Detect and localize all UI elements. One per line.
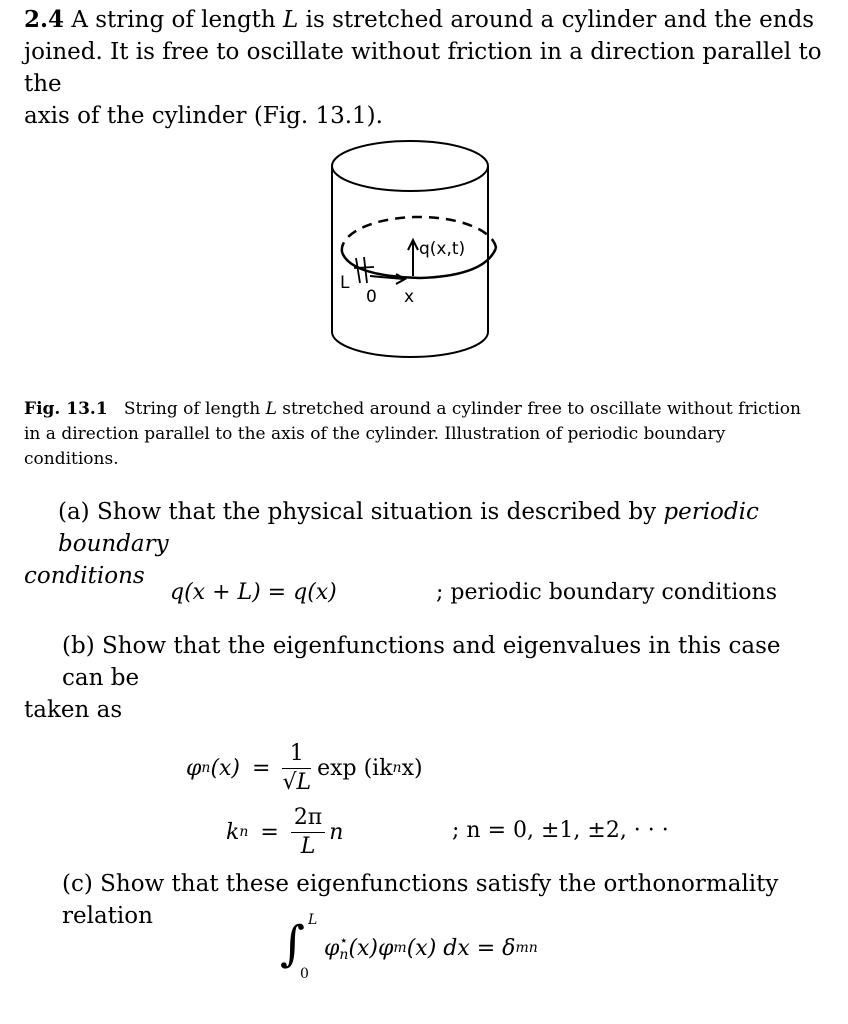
integrand-mid: (x)φ — [348, 935, 394, 961]
frac1-den: √L — [282, 769, 312, 795]
joint-mark — [356, 258, 360, 283]
problem-line-3: axis of the cylinder (Fig. 13.1). — [24, 103, 383, 129]
part-a-line-1 — [24, 496, 824, 560]
periodic-bc-equation — [170, 580, 337, 605]
exp-part: exp (ik — [317, 755, 393, 781]
part-a-intro: (a) Show that the physical situation is described by — [58, 499, 664, 525]
conj-star — [339, 934, 348, 962]
fraction-2pi-over-L — [291, 804, 325, 861]
integral-lower: 0 — [300, 966, 309, 982]
cylinder-figure — [320, 130, 510, 370]
caption-line-2: in a direction parallel to the axis of the cylinder. Illustration of periodic boundary — [24, 424, 726, 444]
sub-m: m — [393, 940, 407, 956]
term-periodic-boundary: periodic boundary — [58, 499, 759, 557]
problem-text: A string of length — [64, 7, 284, 33]
periodic-bc-note: ; periodic boundary conditions — [436, 580, 777, 605]
exp-end: x) — [401, 755, 423, 781]
k-rhs: n — [329, 819, 344, 845]
phi-equation — [186, 736, 423, 800]
part-b-line-2: taken as — [24, 697, 123, 723]
frac1-num: 1 — [282, 740, 311, 769]
caption-line-1 — [24, 397, 824, 422]
integral-sign: ∫ — [280, 916, 306, 972]
part-c-text: (c) Show that these eigenfunctions satisfy the orthonormality relation — [62, 871, 779, 929]
phi-arg: (x) — [210, 755, 241, 781]
fraction-1-over-sqrtL — [282, 740, 311, 797]
integral-upper: L — [308, 912, 318, 928]
sub-n: n — [339, 947, 349, 963]
label-x: x — [404, 287, 415, 307]
star: ⋆ — [339, 933, 349, 949]
integrand-end: (x) dx = δ — [406, 935, 516, 961]
k-equation — [226, 800, 343, 864]
equation-lhs: q(x + L) = q(x) — [170, 580, 337, 605]
var-L: L — [265, 399, 277, 419]
caption-line-3: conditions. — [24, 449, 119, 469]
problem-number: 2.4 — [24, 6, 65, 33]
integrand-phi: φ — [324, 935, 340, 961]
caption-text: stretched around a cylinder free to oscillate without friction — [276, 399, 801, 419]
frac2-num: 2π — [291, 804, 325, 833]
eq-sign: = — [252, 755, 271, 781]
n-range: ; n = 0, ±1, ±2, · · · — [452, 818, 669, 843]
problem-line-2: joined. It is free to oscillate without friction in a direction parallel to the — [24, 39, 822, 97]
tick-mark — [354, 267, 374, 268]
part-b-line-1: (b) Show that the eigenfunctions and eigenvalues in this case can be — [62, 633, 781, 691]
exp-sub: n — [392, 760, 402, 776]
cylinder-top — [332, 141, 488, 191]
k-sub: n — [239, 824, 249, 840]
problem-statement — [24, 4, 824, 132]
caption-text: String of length — [123, 399, 266, 419]
var-L: L — [283, 7, 299, 33]
frac2-den: L — [300, 833, 316, 859]
phi-sub: n — [201, 760, 211, 776]
problem-line-1 — [24, 4, 824, 36]
k-symbol: k — [226, 819, 240, 845]
label-0: 0 — [366, 287, 377, 307]
problem-text: is stretched around a cylinder and the ends — [298, 7, 815, 33]
eq-sign: = — [260, 819, 279, 845]
label-q: q(x,t) — [419, 239, 466, 259]
label-L: L — [340, 273, 350, 293]
figure-caption — [24, 397, 824, 472]
cylinder-bottom — [332, 332, 488, 357]
caption-label: Fig. 13.1 — [24, 399, 108, 419]
part-b-text — [24, 630, 824, 726]
integral-sign-group — [280, 912, 320, 984]
part-a-line-2: conditions — [24, 563, 145, 589]
part-a-text — [24, 496, 824, 592]
delta-sub: mn — [515, 940, 538, 956]
phi-symbol: φ — [186, 755, 202, 781]
orthonormality-equation — [280, 912, 538, 984]
